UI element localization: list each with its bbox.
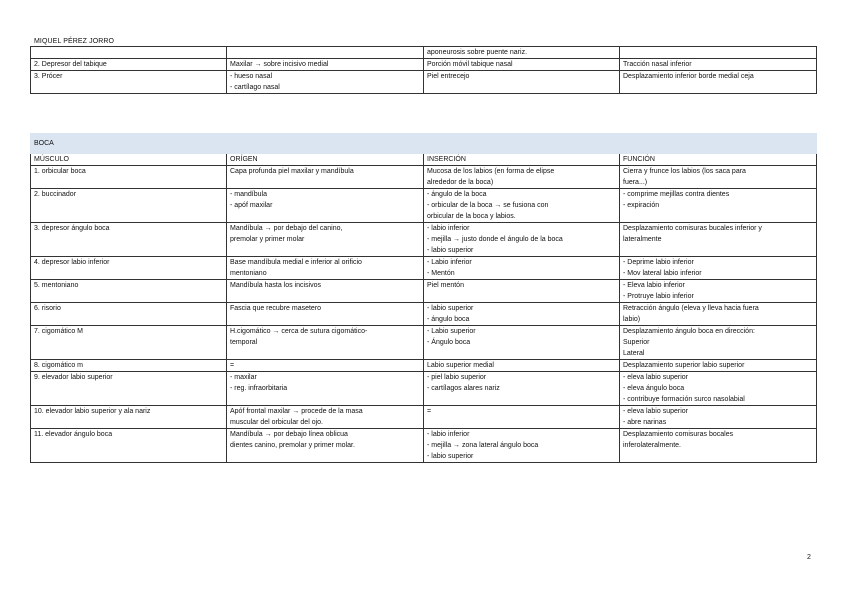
cell-line: - reg. infraorbitaria [230,385,288,392]
cell-line: - comprime mejillas contra dientes [623,191,730,198]
table-row [31,360,817,372]
section-title: BOCA [31,134,817,154]
cell-origen [227,223,424,257]
cell-line: - labio inferior [427,431,470,438]
cell-line: Desplazamiento inferior borde medial ceja [623,73,754,80]
cell-line: Retracción ángulo (eleva y lleva hacia fuera [623,305,759,312]
cell-line: Lateral [623,350,645,357]
cell-line: Piel entrecejo [427,73,470,80]
cell-line: - orbicular de la boca → se fusiona con [427,202,549,209]
cell-funcion [620,303,817,326]
cell-line: 10. elevador labio superior y ala nariz [34,408,151,415]
cell-origen [227,47,424,59]
cell-origen [227,360,424,372]
table-header-row [31,154,817,166]
cell-line: - Labio inferior [427,259,472,266]
table-row [31,429,817,463]
cell-funcion [620,257,817,280]
cell-line: Desplazamiento comisuras bucales inferior y [623,225,762,232]
cell-line: Fascia que recubre masetero [230,305,322,312]
cell-line: Base mandíbula medial e inferior al orificio [230,259,362,266]
cell-origen [227,59,424,71]
table-row [31,372,817,406]
table-row [31,406,817,429]
cell-line: dientes canino, premolar y primer molar. [230,442,355,449]
cell-line: - mejilla → zona lateral ángulo boca [427,442,539,449]
table-row [31,189,817,223]
cell-origen [227,280,424,303]
cell-origen [227,257,424,280]
cell-musculo [31,372,227,406]
table-row [31,257,817,280]
cell-line: = [230,362,235,369]
cell-line: - labio inferior [427,225,470,232]
cell-insercion [424,303,620,326]
cell-insercion [424,326,620,360]
cell-insercion [424,59,620,71]
cell-line: 2. Depresor del tabique [34,61,107,68]
cell-funcion [620,406,817,429]
cell-musculo [31,429,227,463]
cell-line: - Ángulo boca [427,339,471,346]
cell-line: 7. cigomático M [34,328,84,335]
cell-line: 8. cigomático m [34,362,84,369]
cell-line: Mandíbula → por debajo del canino, [230,225,343,232]
cell-origen [227,189,424,223]
cell-origen [227,71,424,94]
cell-line: - labio superior [427,453,474,460]
cell-line: 1. orbicular boca [34,168,86,175]
cell-insercion [424,189,620,223]
cell-line: - ángulo boca [427,316,470,323]
cell-line: orbicular de la boca y labios. [427,213,516,220]
cell-insercion [424,71,620,94]
cell-musculo [31,257,227,280]
cell-insercion [424,360,620,372]
cell-insercion [424,166,620,189]
cell-funcion [620,71,817,94]
cell-line: fuera...) [623,179,648,186]
cell-funcion [620,223,817,257]
header-musculo: MÚSCULO [31,154,227,166]
cell-origen [227,303,424,326]
cell-line: - ángulo de la boca [427,191,487,198]
cell-line: - cartílago nasal [230,84,280,91]
cell-musculo [31,406,227,429]
cell-insercion [424,372,620,406]
cell-line: Apóf frontal maxilar → procede de la masa [230,408,363,415]
cell-line: 6. risorio [34,305,61,312]
cell-line: - abre narinas [623,419,667,426]
cell-line: 3. Prócer [34,73,63,80]
cell-line: - piel labio superior [427,374,487,381]
cell-funcion [620,360,817,372]
cell-line: - eleva labio superior [623,408,688,415]
cell-musculo [31,223,227,257]
cell-line: aponeurosis sobre puente nariz. [427,49,528,56]
cell-musculo [31,360,227,372]
cell-line: Mandíbula → por debajo línea oblicua [230,431,348,438]
cell-line: - hueso nasal [230,73,273,80]
top-table-body [31,47,817,94]
cell-origen [227,372,424,406]
cell-line: 2. buccinador [34,191,77,198]
cell-line: 5. mentoniano [34,282,79,289]
cell-line: - cartílagos alares nariz [427,385,500,392]
cell-insercion [424,429,620,463]
cell-line: labio) [623,316,641,323]
cell-funcion [620,166,817,189]
cell-line: - Eleva labio inferior [623,282,685,289]
cell-line: - Mov lateral labio inferior [623,270,702,277]
cell-insercion [424,223,620,257]
cell-musculo [31,326,227,360]
cell-line: lateralmente [623,236,662,243]
cell-line: Porción móvil tabique nasal [427,61,513,68]
cell-line: Maxilar → sobre incisivo medial [230,61,329,68]
cell-insercion [424,406,620,429]
cell-funcion [620,59,817,71]
cell-origen [227,326,424,360]
cell-line: - labio superior [427,305,474,312]
cell-line: - labio superior [427,247,474,254]
cell-line: = [427,408,432,415]
cell-line: 11. elevador ángulo boca [34,431,113,438]
cell-origen [227,406,424,429]
cell-line: - Deprime labio inferior [623,259,694,266]
cell-musculo [31,303,227,326]
cell-line: - eleva labio superior [623,374,688,381]
cell-musculo [31,47,227,59]
cell-line: - mejilla → justo donde el ángulo de la boca [427,236,563,243]
cell-line: temporal [230,339,258,346]
table-row [31,303,817,326]
author-name: MIQUEL PÉREZ JORRO [34,38,115,45]
table-row [31,166,817,189]
cell-line: H.cigomático → cerca de sutura cigomático- [230,328,368,335]
cell-line: 4. depresor labio inferior [34,259,110,266]
cell-line: Desplazamiento ángulo boca en dirección: [623,328,755,335]
cell-line: premolar y primer molar [230,236,305,243]
cell-line: Desplazamiento comisuras bocales [623,431,734,438]
table-row [31,71,817,94]
cell-line: - contribuye formación surco nasolabial [623,396,745,403]
cell-line: - apóf maxilar [230,202,273,209]
cell-funcion [620,326,817,360]
cell-line: - Protruye labio inferior [623,293,694,300]
cell-insercion [424,280,620,303]
cell-musculo [31,280,227,303]
cell-insercion [424,257,620,280]
cell-line: - maxilar [230,374,257,381]
boca-table-body [31,134,817,463]
table-row [31,326,817,360]
section-title-row [31,134,817,154]
cell-line: Superior [623,339,650,346]
cell-line: Cierra y frunce los labios (los saca para [623,168,746,175]
cell-musculo [31,166,227,189]
cell-funcion [620,189,817,223]
boca-muscles-table [30,133,817,463]
table-row [31,47,817,59]
cell-musculo [31,189,227,223]
table-row [31,223,817,257]
cell-funcion [620,429,817,463]
cell-line: Capa profunda piel maxilar y mandíbula [230,168,354,175]
page-number: 2 [807,554,811,561]
cell-line: Piel mentón [427,282,464,289]
cell-funcion [620,372,817,406]
cell-line: - Labio superior [427,328,476,335]
cell-line: Tracción nasal inferior [623,61,692,68]
cell-line: 3. depresor ángulo boca [34,225,110,232]
cell-musculo [31,59,227,71]
cell-origen [227,429,424,463]
cell-line: Mucosa de los labios (en forma de elipse [427,168,555,175]
cell-line: - expiración [623,202,660,209]
cell-line: mentoniano [230,270,267,277]
cell-line: - eleva ángulo boca [623,385,685,392]
header-funcion: FUNCIÓN [620,154,817,166]
cell-line: inferolateralmente. [623,442,681,449]
cell-line: 9. elevador labio superior [34,374,113,381]
cell-line: Labio superior medial [427,362,494,369]
cell-funcion [620,47,817,59]
cell-line: Mandíbula hasta los incisivos [230,282,322,289]
cell-funcion [620,280,817,303]
cell-insercion [424,47,620,59]
cell-line: - mandíbula [230,191,267,198]
table-row [31,280,817,303]
cell-line: Desplazamiento superior labio superior [623,362,745,369]
header-insercion: INSERCIÓN [424,154,620,166]
header-origen: ORÍGEN [227,154,424,166]
cell-line: alrededor de la boca) [427,179,494,186]
cell-origen [227,166,424,189]
cell-line: - Mentón [427,270,455,277]
table-row [31,59,817,71]
cell-musculo [31,71,227,94]
nose-muscles-table-continued [30,46,817,94]
cell-line: muscular del orbicular del ojo. [230,419,323,426]
